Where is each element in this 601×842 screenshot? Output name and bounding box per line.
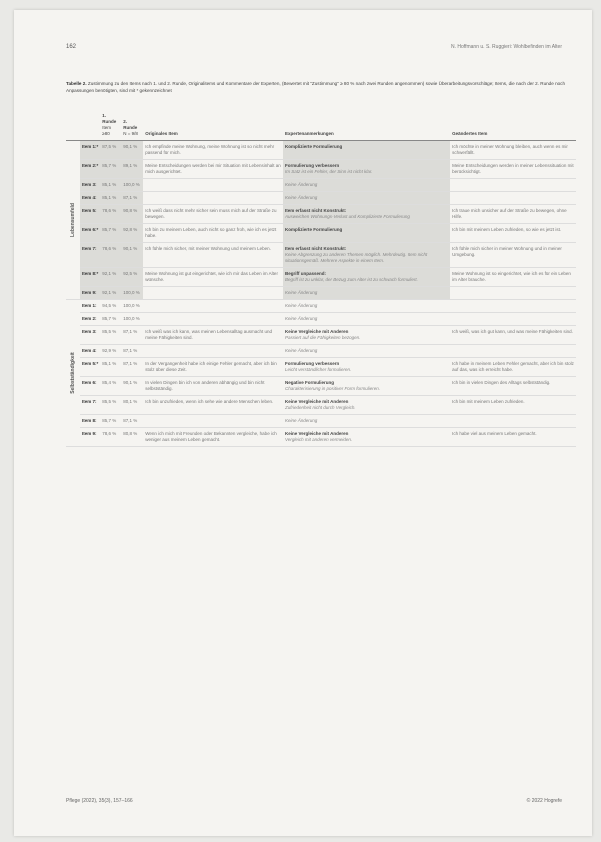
- table-row: [66, 377, 576, 396]
- round1-value: 92,9 %: [100, 345, 121, 358]
- table-caption-text: Zustimmung zu den Items nach 1. und 2. Runde, Originalitems und Kommentare der Experten, (Bewertet mit "Zustimmung" ≥ 80 % nach zwei Runden angenommen) sowie Überarbeitungsvorschläge; Items, die nach der 2. Runde noch Anpassungen benötigten, sind mit * gekennzeichnet: [66, 81, 566, 93]
- group-label-cell: [66, 300, 80, 447]
- original-item-text: Ich weiß was ich kann, was meinen Lebensalltag ausmacht und meine Fähigkeiten sind.: [143, 326, 283, 345]
- adapted-item-text: Ich habe in meinem Leben Fehler gemacht, aber ich bin stolz auf das, was ich erreicht habe.: [450, 358, 576, 377]
- round1-header: 1. Runde Item ≥80: [100, 112, 121, 141]
- round2-value: 100,0 %: [121, 300, 143, 313]
- adapted-item-text: Ich bin mit meinem Leben zufrieden, so wie es jetzt ist.: [450, 224, 576, 243]
- expert-comment: [283, 141, 450, 160]
- round2-value: 87,1 %: [121, 326, 143, 345]
- adapted-item-text: Ich fühle mich sicher in meiner Wohnung und in meiner Umgebung.: [450, 243, 576, 268]
- table-body: [66, 141, 576, 447]
- table-row: [66, 192, 576, 205]
- item-label: Item 6:*: [80, 224, 100, 243]
- expert-comment: [283, 287, 450, 300]
- running-title: N. Hoffmann u. S. Ruggieri: Wohlbefinden im Alter: [451, 44, 562, 50]
- round1-value: 85,7 %: [100, 313, 121, 326]
- item-table: [66, 112, 576, 447]
- original-item-text: Wenn ich mich mit Freunden oder Bekannten vergleiche, habe ich weniger aus meinem Leben gemacht.: [143, 428, 283, 447]
- table-row: [66, 243, 576, 268]
- original-item-text: In vielen Dingen bin ich von anderen abhängig und bin nicht selbstständig.: [143, 377, 283, 396]
- original-item-text: Ich fühle mich sicher, mit meiner Wohnung und meinem Leben.: [143, 243, 283, 268]
- adapted-header: Geändertes Item: [450, 112, 576, 141]
- round2-value: 100,0 %: [121, 287, 143, 300]
- original-item-text: Meine Wohnung ist gut eingerichtet, wie ich mir das Leben im Alter wünsche.: [143, 268, 283, 287]
- expert-comment: [283, 377, 450, 396]
- original-item-text: [143, 345, 283, 358]
- expert-comment: [283, 313, 450, 326]
- comment-body: Keine Änderung: [285, 303, 318, 308]
- expert-comment: [283, 243, 450, 268]
- table-row: [66, 313, 576, 326]
- round2-value: 90,8 %: [121, 205, 143, 224]
- comment-body: Zufriedenheit nicht durch Vergleich.: [285, 405, 356, 410]
- group-label: Lebensumfeld: [70, 203, 76, 237]
- comment-title: Item erfasst nicht Konstrukt:: [285, 246, 347, 251]
- adapted-item-text: Meine Entscheidungen werden in meiner Lebenssituation mit berücksichtigt.: [450, 160, 576, 179]
- round1-value: 85,7 %: [100, 160, 121, 179]
- comment-body: Leicht verständlicher formulieren.: [285, 367, 352, 372]
- table-row: [66, 415, 576, 428]
- adapted-item-text: Ich habe viel aus meinem Leben gemacht.: [450, 428, 576, 447]
- round1-value: 85,5 %: [100, 326, 121, 345]
- original-item-text: [143, 415, 283, 428]
- expert-comment: [283, 224, 450, 243]
- item-label: Item 6:: [80, 377, 100, 396]
- table-row: [66, 268, 576, 287]
- original-item-text: Ich bin unzufrieden, wenn ich sehe wie andere Menschen leben.: [143, 396, 283, 415]
- table-row: [66, 428, 576, 447]
- comment-title: Formulierung verbessern: [285, 361, 340, 366]
- item-label: Item 4:: [80, 192, 100, 205]
- group-label: Selbstständigkeit: [70, 352, 76, 394]
- expert-comment: [283, 396, 450, 415]
- comment-title: Keine Vergleiche mit Anderen: [285, 431, 349, 436]
- expert-comment: [283, 205, 450, 224]
- expert-comment: [283, 268, 450, 287]
- comment-body: Im Satz ist ein Fehler, der Sinn ist nicht klar.: [285, 169, 373, 174]
- round2-value: 90,1 %: [121, 243, 143, 268]
- round2-value: 87,1 %: [121, 345, 143, 358]
- round2-value: 80,8 %: [121, 428, 143, 447]
- comment-body: Keine Änderung: [285, 348, 318, 353]
- expert-comment: [283, 326, 450, 345]
- expert-comment: [283, 345, 450, 358]
- round1-value: 78,6 %: [100, 243, 121, 268]
- item-label: Item 1:*: [80, 141, 100, 160]
- table-row: [66, 205, 576, 224]
- round1-value: 85,4 %: [100, 377, 121, 396]
- round1-value: 92,1 %: [100, 268, 121, 287]
- group-header: [66, 112, 80, 141]
- round2-value: 90,1 %: [121, 377, 143, 396]
- round1-value: 87,5 %: [100, 141, 121, 160]
- adapted-item-text: [450, 313, 576, 326]
- comment-body: Keine Änderung: [285, 418, 318, 423]
- table-row: [66, 396, 576, 415]
- table-caption-label: Tabelle 2.: [66, 81, 87, 86]
- round1-value: 85,1 %: [100, 192, 121, 205]
- adapted-item-text: Ich möchte in meiner Wohnung bleiben, auch wenn es mir schwerfällt.: [450, 141, 576, 160]
- page-number: 162: [66, 44, 77, 50]
- adapted-item-text: [450, 192, 576, 205]
- item-label: Item 7:: [80, 243, 100, 268]
- round2-value: 87,1 %: [121, 192, 143, 205]
- adapted-item-text: Ich bin mit meinem Leben zufrieden.: [450, 396, 576, 415]
- expert-comment: [283, 192, 450, 205]
- item-label: Item 5:: [80, 205, 100, 224]
- document-page: [14, 10, 592, 836]
- item-label: Item 1:: [80, 300, 100, 313]
- round1-value: 85,7 %: [100, 224, 121, 243]
- item-label: Item 2:: [80, 313, 100, 326]
- expert-comment: [283, 179, 450, 192]
- comment-title: Begriff unpassend:: [285, 271, 327, 276]
- round2-header: 2. Runde N = 9/8: [121, 112, 143, 141]
- round2-value: 90,1 %: [121, 141, 143, 160]
- comment-title: Keine Vergleiche mit Anderen: [285, 399, 349, 404]
- table-row: [66, 358, 576, 377]
- adapted-item-text: Ich bin in vielen Dingen des Alltags selbstständig.: [450, 377, 576, 396]
- item-label: Item 2:*: [80, 160, 100, 179]
- round1-value: 85,7 %: [100, 415, 121, 428]
- comment-title: Formulierung verbessern: [285, 163, 340, 168]
- round2-value: 92,8 %: [121, 224, 143, 243]
- original-item-text: [143, 287, 283, 300]
- adapted-item-text: Meine Wohnung ist so eingerichtet, wie ich es für ein Leben im Alter brauche.: [450, 268, 576, 287]
- comment-body: Keine Änderung: [285, 290, 318, 295]
- round2-value: 100,0 %: [121, 179, 143, 192]
- footer-citation: Pflege (2022), 35(3), 157–166: [66, 798, 133, 804]
- original-item-text: [143, 313, 283, 326]
- comment-header: Expertenanmerkungen: [283, 112, 450, 141]
- adapted-item-text: Ich traue mich unsicher auf der Straße zu bewegen, ohne Hilfe.: [450, 205, 576, 224]
- round2-value: 80,1 %: [121, 396, 143, 415]
- comment-body: Vergleich mit anderen vermeiden.: [285, 437, 353, 442]
- round1-value: 92,1 %: [100, 287, 121, 300]
- expert-comment: [283, 358, 450, 377]
- adapted-item-text: Ich weiß, was ich gut kann, und was meine Fähigkeiten sind.: [450, 326, 576, 345]
- comment-title: Item erfasst nicht Konstrukt:: [285, 208, 347, 213]
- table-header-row: [66, 112, 576, 141]
- original-item-text: Meine Entscheidungen werden bei mir Situation mit Lebensinhalt an mich ausgerichtet.: [143, 160, 283, 179]
- original-item-text: Ich bin zu meinem Leben, auch nicht so ganz froh, wie ich es jetzt habe.: [143, 224, 283, 243]
- adapted-item-text: [450, 287, 576, 300]
- original-item-text: In der Vergangenheit habe ich einige Fehler gemacht, aber ich bin stolz über diese Zeit.: [143, 358, 283, 377]
- table-row: [66, 179, 576, 192]
- item-label: Item 7:: [80, 396, 100, 415]
- original-item-text: [143, 179, 283, 192]
- item-label: Item 3:: [80, 179, 100, 192]
- table-row: [66, 326, 576, 345]
- item-label: Item 3:: [80, 326, 100, 345]
- footer-copyright: © 2022 Hogrefe: [526, 798, 562, 804]
- round1-value: 85,5 %: [100, 396, 121, 415]
- item-label: Item 8:*: [80, 268, 100, 287]
- table-row: [66, 160, 576, 179]
- round1-value: 85,1 %: [100, 358, 121, 377]
- table-caption: [66, 80, 576, 94]
- comment-title: Komplizierte Formulierung: [285, 227, 343, 232]
- adapted-item-text: [450, 300, 576, 313]
- table-row: [66, 141, 576, 160]
- comment-body: Charakterisierung in positiver Form formulieren.: [285, 386, 381, 391]
- table-row: [66, 224, 576, 243]
- comment-body: Passiert auf die Fähigkeiten bezogen.: [285, 335, 361, 340]
- table-row: [66, 287, 576, 300]
- item-label: Item 9:: [80, 287, 100, 300]
- original-item-text: [143, 192, 283, 205]
- round1-value: 85,1 %: [100, 179, 121, 192]
- original-item-text: [143, 300, 283, 313]
- item-label: Item 8:: [80, 415, 100, 428]
- comment-body: Keine Änderung: [285, 316, 318, 321]
- original-header: Originales Item: [143, 112, 283, 141]
- round1-value: 94,5 %: [100, 300, 121, 313]
- original-item-text: Ich empfinde meine Wohnung, meine Wohnung ist so nicht mehr passend für mich.: [143, 141, 283, 160]
- item-header: [80, 112, 100, 141]
- comment-body: Begriff ist zu unklar, der Bezug zum Alter ist zu schwach formuliert.: [285, 277, 418, 282]
- original-item-text: Ich weiß dass nicht mehr sicher sein muss mich auf der Straße zu bewegen.: [143, 205, 283, 224]
- comment-title: Negative Formulierung: [285, 380, 335, 385]
- round1-value: 78,6 %: [100, 205, 121, 224]
- comment-title: Keine Vergleiche mit Anderen: [285, 329, 349, 334]
- item-label: Item 9:: [80, 428, 100, 447]
- round2-value: 92,5 %: [121, 268, 143, 287]
- round2-value: 89,1 %: [121, 160, 143, 179]
- comment-title: Komplizierte Formulierung: [285, 144, 343, 149]
- adapted-item-text: [450, 415, 576, 428]
- round1-value: 78,6 %: [100, 428, 121, 447]
- comment-body: Keine Abgrenzung zu anderen Themen möglich. Mehrdeutig. Item nicht situationsgemäß. Mehrere Aspekte in einem Item.: [285, 252, 428, 263]
- expert-comment: [283, 300, 450, 313]
- group-label-cell: [66, 141, 80, 300]
- expert-comment: [283, 160, 450, 179]
- table-row: [66, 345, 576, 358]
- item-label: Item 4:: [80, 345, 100, 358]
- adapted-item-text: [450, 179, 576, 192]
- comment-body: Ausweichen Wohnungs-Verlust und Komplizierte Formulierung: [285, 214, 410, 219]
- round2-value: 87,1 %: [121, 415, 143, 428]
- expert-comment: [283, 415, 450, 428]
- item-label: Item 5:*: [80, 358, 100, 377]
- expert-comment: [283, 428, 450, 447]
- round2-value: 100,0 %: [121, 313, 143, 326]
- comment-body: Keine Änderung: [285, 182, 318, 187]
- comment-body: Keine Änderung: [285, 195, 318, 200]
- round2-value: 87,1 %: [121, 358, 143, 377]
- adapted-item-text: [450, 345, 576, 358]
- table-row: [66, 300, 576, 313]
